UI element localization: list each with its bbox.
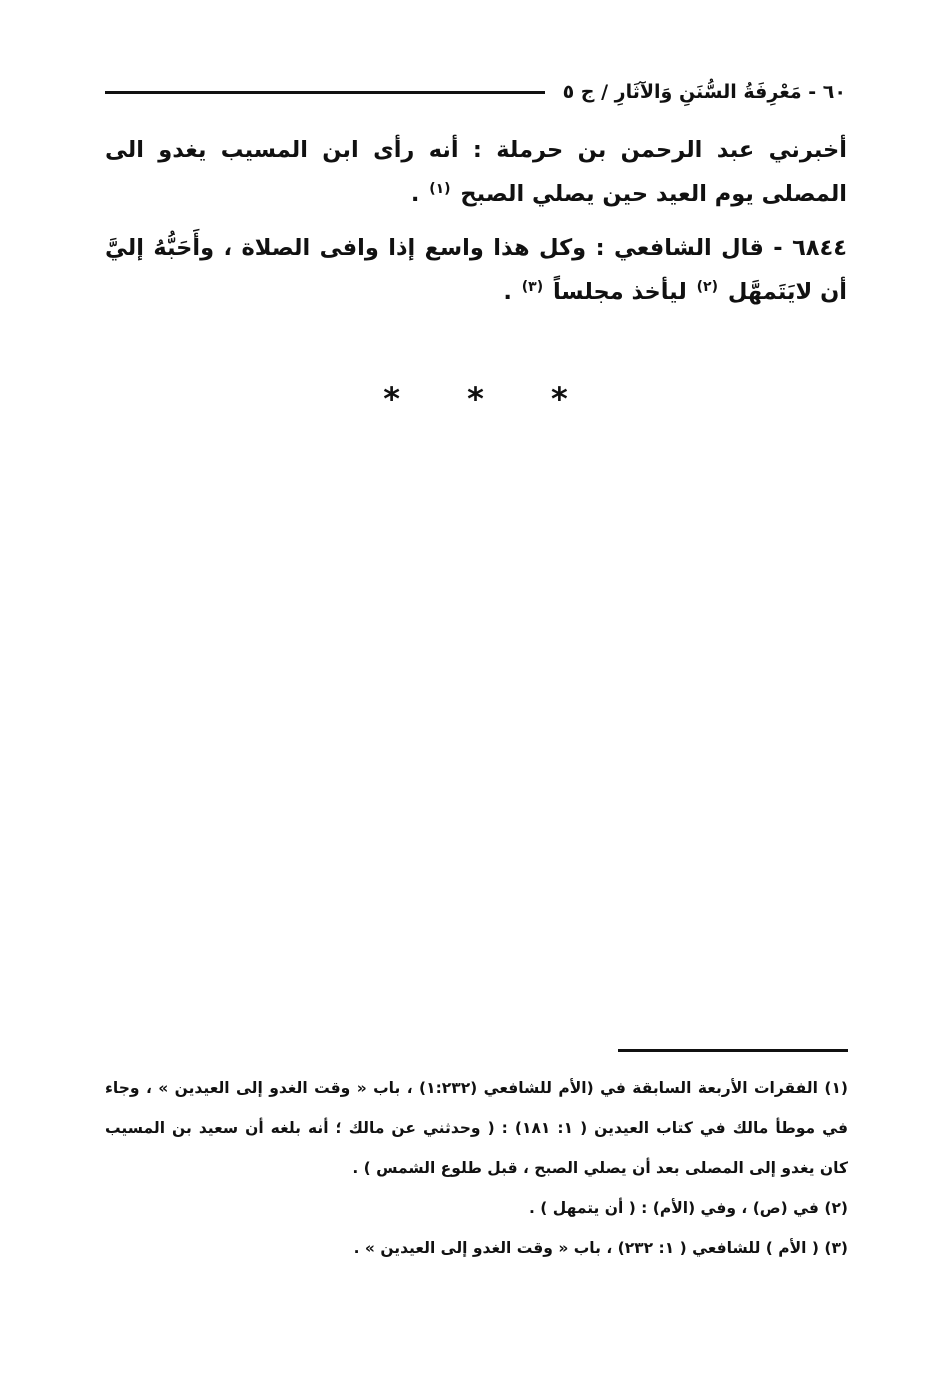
paragraph-end-mark: . [410,181,420,207]
running-header-title: ٦٠ - مَعْرِفَةُ السُّنَنِ وَالآثَارِ / ج ٥ [562,81,846,103]
footnote-ref: (٢) [696,278,718,295]
page-header [105,72,846,112]
divider-star: * [467,380,484,418]
footnote-separator [618,1049,848,1052]
footnotes [105,1068,848,1268]
paragraph-text: ٦٨٤٤ - قال الشافعي : وكل هذا واسع إذا وافى الصلاة ، وأَحَبُّهُ إليَّ أن لايَتَمهَّل [105,235,847,305]
header-rule [105,91,545,94]
paragraph-end-mark: . [503,279,512,305]
footnote: (٣) ( الأم ) للشافعي ( ١: ٢٣٢) ، باب « وقت الغدو إلى العيدين » . [353,1239,848,1257]
paragraph [105,128,847,216]
divider-star: * [383,380,400,418]
divider-star: * [551,380,568,418]
paragraph-text: أخبرني عبد الرحمن بن حرملة : أنه رأى ابن المسيب يغدو الى المصلى يوم العيد حين يصلي الصبح [105,137,847,207]
footnote-ref: (٣) [521,278,544,295]
footnote-ref: (١) [429,180,451,197]
paragraph [105,226,847,314]
footnote: (٢) في (ص) ، وفي (الأم) : ( أن يتمهل ) . [529,1199,848,1217]
footnote: (١) الفقرات الأربعة السابقة في (الأم للشافعي (١:٢٣٢) ، باب « وقت الغدو إلى العيدين » ، وجاء في موطأ مالك في كتاب العيدين ( ١: ١٨١) : ( وحدثني عن مالك ؛ أنه بلغه أن سعيد بن المسيب كان يغدو إلى المصلى بعد أن يصلي الصبح ، قبل طلوع الشمس ) . [105,1079,848,1177]
section-divider [0,380,951,418]
main-text [105,128,847,324]
paragraph-text-continued: ليأخذ مجلساً [552,279,687,305]
